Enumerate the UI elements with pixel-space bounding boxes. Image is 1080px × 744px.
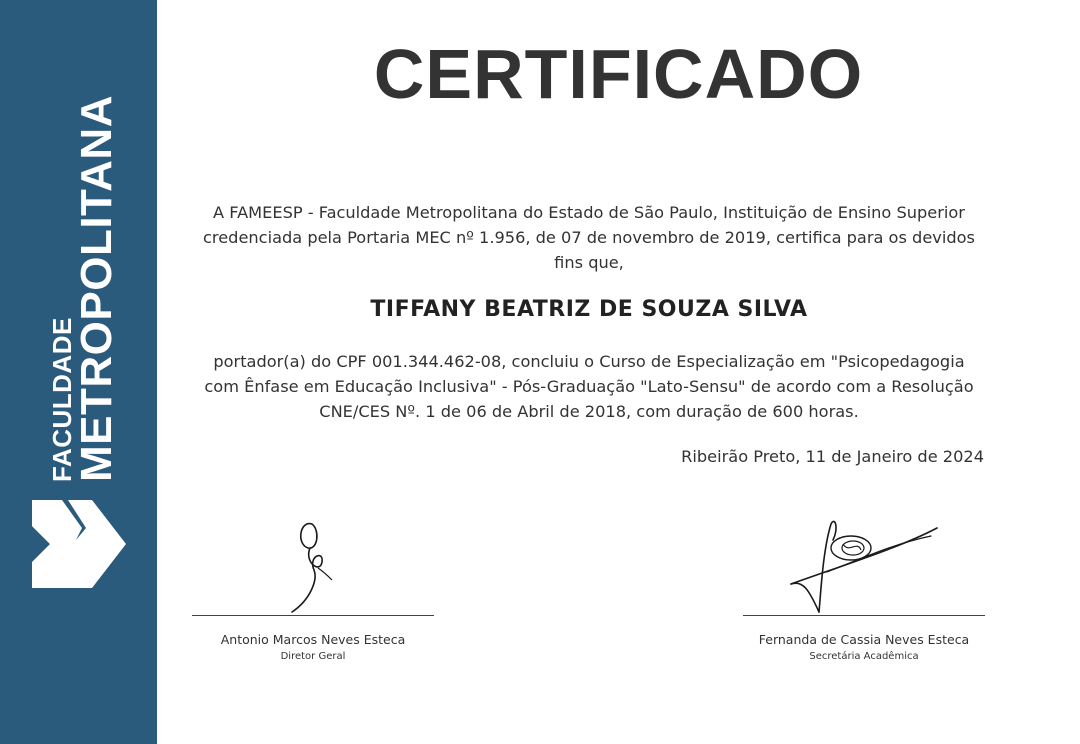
signature-block-director <box>192 510 434 670</box>
m-logo-icon <box>32 500 126 588</box>
signature-line <box>743 615 985 616</box>
body-line: com Ênfase em Educação Inclusiva" - Pós-Graduação "Lato-Sensu" de acordo com a Resolução <box>204 377 974 396</box>
recipient-name: TIFFANY BEATRIZ DE SOUZA SILVA <box>370 297 808 322</box>
intro-line: A FAMEESP - Faculdade Metropolitana do Estado de São Paulo, Instituição de Ensino Superior <box>213 203 965 222</box>
body-line: CNE/CES Nº. 1 de 06 de Abril de 2018, com duração de 600 horas. <box>319 402 859 421</box>
signatory-name: Antonio Marcos Neves Esteca <box>220 632 406 647</box>
brand-wordmark <box>39 95 121 482</box>
signatory-role: Secretária Acadêmica <box>809 651 919 662</box>
brand-large-text: METROPOLITANA <box>72 95 121 482</box>
sidebar-banner <box>0 0 157 744</box>
intro-paragraph <box>180 200 998 275</box>
signatory-role: Diretor Geral <box>280 651 346 662</box>
certificate-title: CERTIFICADO <box>373 35 864 113</box>
body-line: portador(a) do CPF 001.344.462-08, concluiu o Curso de Especialização em "Psicopedagogia <box>213 352 965 371</box>
signature-line <box>192 615 434 616</box>
place-and-date: Ribeirão Preto, 11 de Janeiro de 2024 <box>681 447 984 466</box>
intro-line: credenciada pela Portaria MEC nº 1.956, de 07 de novembro de 2019, certifica para os devidos <box>203 228 975 247</box>
handwritten-signature-icon <box>192 510 434 615</box>
body-paragraph <box>180 349 998 424</box>
handwritten-signature-icon <box>743 510 985 615</box>
intro-line: fins que, <box>554 253 624 272</box>
brand-small-text: FACULDADE <box>47 317 77 482</box>
signatory-name: Fernanda de Cassia Neves Esteca <box>758 632 970 647</box>
signature-block-secretary <box>743 510 985 670</box>
